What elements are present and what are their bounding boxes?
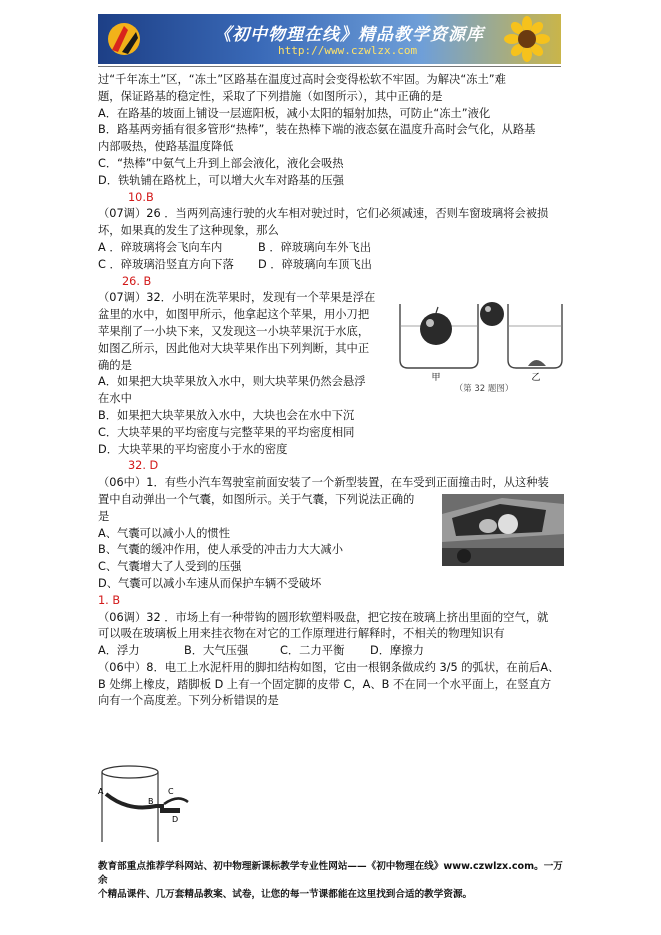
text-line: 是 — [98, 509, 110, 523]
answer-26: 26. B — [122, 274, 152, 288]
answer-32: 32. D — [128, 459, 159, 473]
figure-label-b: B — [148, 797, 154, 806]
option-c: C、气囊增大了人受到的压强 — [98, 560, 242, 574]
document-body — [98, 72, 564, 710]
text-line: 向有一个高度差。下列分析错误的是 — [98, 694, 279, 708]
footer-line: 教育部重点推荐学科网站、初中物理新课标教学专业性网站——《初中物理在线》www.czwlzx.com。一万余 — [98, 861, 563, 886]
apple-figure-drawing — [396, 296, 564, 392]
option-a: A ．碎玻璃将会飞向车内 — [98, 240, 223, 254]
page-footer — [98, 860, 564, 902]
text-line: 置中自动弹出一个气囊，如图所示。关于气囊，下列说法正确的 — [98, 492, 415, 506]
sunflower-icon — [497, 16, 557, 62]
option-d: D．大块苹果的平均密度小于水的密度 — [98, 442, 288, 456]
answer-1: 1. B — [98, 593, 121, 607]
text-line: 如图乙所示，因此他对大块苹果作出下列判断，其中正 — [98, 341, 370, 355]
option-a: A．在路基的坡面上铺设一层遮阳板，减小太阳的辐射加热，可防止“冻土”液化 — [98, 106, 491, 120]
options-row — [98, 643, 564, 660]
option-b: B．大气压强 — [184, 644, 249, 658]
figure-label-a: A — [98, 787, 104, 796]
figure-label-jia: 甲 — [431, 373, 441, 384]
text-line: 在水中 — [98, 392, 132, 406]
option-a: A．浮力 — [98, 644, 140, 658]
text-line: 确的是 — [98, 358, 132, 372]
option-b: B ．碎玻璃向车外飞出 — [258, 240, 372, 254]
option-b: B、气囊的缓冲作用，使人承受的冲击力大大减小 — [98, 543, 343, 557]
text-line: 盆里的水中，如图甲所示，他拿起这个苹果，用小刀把 — [98, 308, 370, 322]
option-c: C ．碎玻璃沿竖直方向下落 — [98, 257, 234, 271]
option-c: C．二力平衡 — [280, 644, 345, 658]
airbag-photo-drawing — [442, 494, 564, 566]
option-b: B．路基两旁插有很多管形“热棒”，装在热棒下端的液态氨在温度升高时会气化，从路基 — [98, 123, 536, 137]
question-32-suction: （06调）32 ．市场上有一种带钩的圆形软塑料吸盘，把它按在玻璃上挤出里面的空气，就 — [98, 610, 549, 624]
site-logo-icon — [104, 20, 144, 58]
banner-url[interactable]: http://www.czwlzx.com — [278, 44, 418, 57]
foot-clamp-figure — [98, 764, 208, 844]
figure-caption: （第 32 题图） — [454, 384, 514, 393]
text-line: 坏，如果真的发生了这种现象，那么 — [98, 224, 279, 238]
figure-label-yi: 乙 — [531, 373, 541, 384]
question-1: （06中）1．有些小汽车驾驶室前面安装了一个新型装置，在车受到正面撞击时，从这种装 — [98, 476, 549, 490]
text-line: 过“千年冻土”区，“冻土”区路基在温度过高时会变得松软不牢固。为解决“冻土”难 — [98, 73, 506, 86]
option-c: C．大块苹果的平均密度与完整苹果的平均密度相同 — [98, 425, 355, 439]
text-line: 内部吸热，使路基温度降低 — [98, 140, 234, 154]
option-a: A、气囊可以减小人的惯性 — [98, 526, 230, 540]
option-d: D．铁轨铺在路枕上，可以增大火车对路基的压强 — [98, 173, 344, 187]
text-line: 可以吸在玻璃板上用来挂衣物在对它的工作原理进行解释时，不相关的物理知识有 — [98, 627, 505, 641]
option-a: A．如果把大块苹果放入水中，则大块苹果仍然会悬浮 — [98, 375, 366, 389]
footer-line: 个精品课件、几万套精品教案、试卷，让您的每一节课都能在这里找到合适的教学资源。 — [98, 889, 473, 900]
question-8: （06中）8．电工上水泥杆用的脚扣结构如图，它由一根钢条做成约 3/5 的弧状，在前后A、 — [98, 660, 560, 674]
text-line: B 处绑上橡皮，踏脚板 D 上有一个固定脚的皮带 C，A、B 不在同一个水平面上，在竖直方 — [98, 677, 552, 691]
option-d: D、气囊可以减小车速从而保护车辆不受破坏 — [98, 576, 322, 590]
question-26: （07调）26 ．当两列高速行驶的火车相对驶过时，它们必须减速，否则车窗玻璃将会被损 — [98, 207, 549, 221]
figure-label-d: D — [172, 815, 179, 824]
figure-label-c: C — [168, 787, 174, 796]
option-d: D．摩擦力 — [370, 644, 424, 658]
option-d: D ．碎玻璃向车顶飞出 — [258, 257, 372, 271]
header-banner — [98, 14, 561, 64]
answer-10: 10.B — [128, 190, 154, 204]
question-32: （07调）32．小明在洗苹果时，发现有一个苹果是浮在 — [98, 291, 376, 305]
option-b: B．如果把大块苹果放入水中，大块也会在水中下沉 — [98, 408, 355, 422]
options-row — [98, 257, 564, 274]
option-c: C．“热棒”中氨气上升到上部会液化，液化会吸热 — [98, 156, 344, 170]
text-line: 题，保证路基的稳定性，采取了下列措施（如图所示），其中正确的是 — [98, 89, 443, 103]
banner-title: 《初中物理在线》精品教学资源库 — [214, 25, 484, 45]
header-rule — [98, 66, 561, 67]
apple-figure — [396, 290, 564, 398]
options-row — [98, 240, 564, 257]
text-line: 苹果削了一小块下来，又发现这一小块苹果沉于水底， — [98, 324, 370, 338]
airbag-photo — [442, 492, 564, 572]
